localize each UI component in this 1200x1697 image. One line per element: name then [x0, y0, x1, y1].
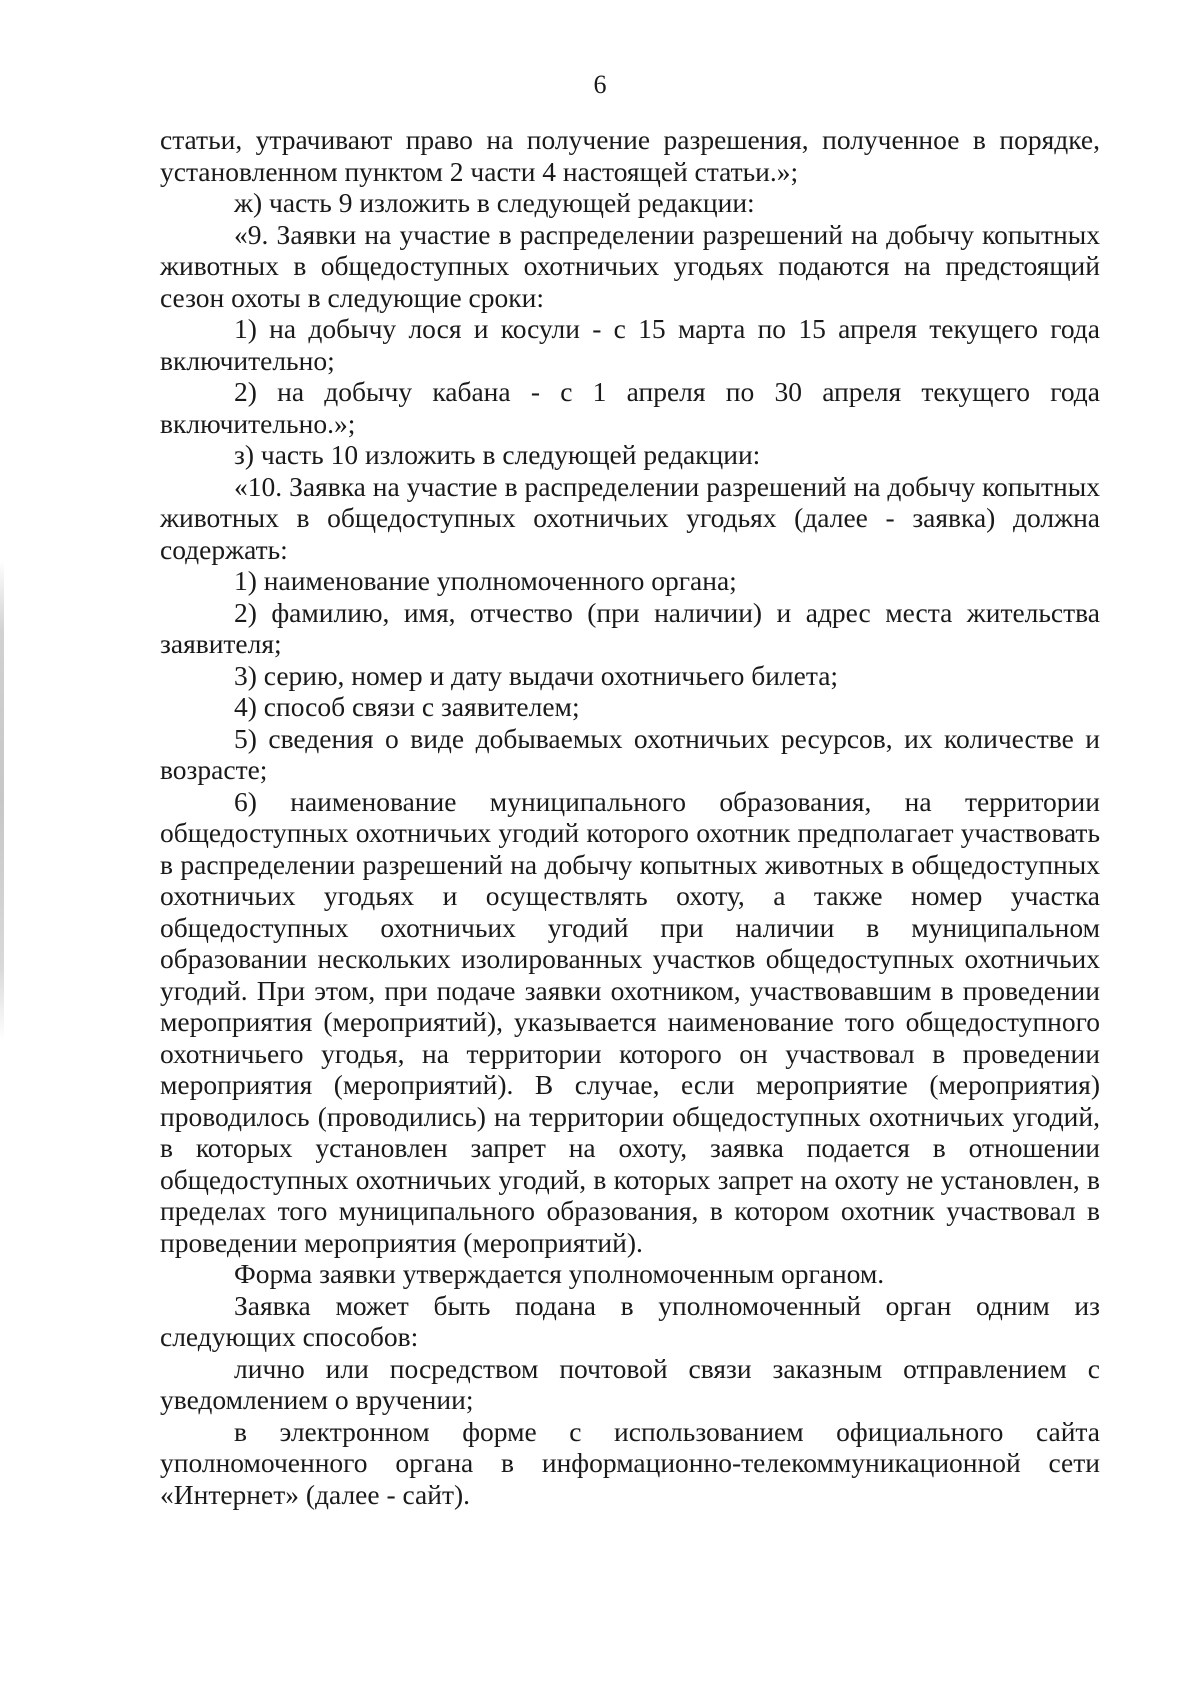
document-body — [160, 124, 1100, 1510]
paragraph-7: «10. Заявка на участие в распределении разрешений на добычу копытных животных в общедоступных охотничьих угодьях (далее - заявка) должна содержать: — [160, 470, 1100, 565]
paragraph-16: лично или посредством почтовой связи заказным отправлением с уведомлением о вручении; — [160, 1352, 1100, 1415]
paragraph-17: в электронном форме с использованием официального сайта уполномоченного органа в информационно-телекоммуникационной сети «Интернет» (далее - сайт). — [160, 1415, 1100, 1510]
paragraph-15: Заявка может быть подана в уполномоченный орган одним из следующих способов: — [160, 1289, 1100, 1352]
paragraph-13: 6) наименование муниципального образования, на территории общедоступных охотничьих угодий которого охотник предполагает участвовать в распределении разрешений на добычу копытных животных в общедоступных охотничьих угодьях и осуществлять охоту, а также номер участка общедоступных охотничьих угодий при наличии в муниципальном образовании нескольких изолированных участков общедоступных охотничьих угодий. При этом, при подаче заявки охотником, участвовавшим в проведении мероприятия (мероприятий), указывается наименование того общедоступного охотничьего угодья, на территории которого он участвовал в проведении мероприятия (мероприятий). В случае, если мероприятие (мероприятия) проводилось (проводились) на территории общедоступных охотничьих угодий, в которых установлен запрет на охоту, заявка подается в отношении общедоступных охотничьих угодий, в которых запрет на охоту не установлен, в пределах того муниципального образования, в котором охотник участвовал в проведении мероприятия (мероприятий). — [160, 785, 1100, 1258]
paragraph-14: Форма заявки утверждается уполномоченным органом. — [234, 1258, 885, 1289]
paragraph-1: статьи, утрачивают право на получение разрешения, полученное в порядке, установленном пунктом 2 части 4 настоящей статьи.»; — [160, 124, 1100, 187]
paragraph-6: з) часть 10 изложить в следующей редакции: — [234, 439, 761, 470]
paragraph-2: ж) часть 9 изложить в следующей редакции: — [234, 187, 755, 218]
page-number: 6 — [593, 70, 607, 99]
paragraph-12: 5) сведения о виде добываемых охотничьих ресурсов, их количестве и возрасте; — [160, 722, 1100, 785]
paragraph-5: 2) на добычу кабана - с 1 апреля по 30 апреля текущего года включительно.»; — [160, 376, 1100, 439]
paragraph-11: 4) способ связи с заявителем; — [234, 691, 580, 722]
paragraph-4: 1) на добычу лося и косули - с 15 марта по 15 апреля текущего года включительно; — [160, 313, 1100, 376]
paragraph-3: «9. Заявки на участие в распределении разрешений на добычу копытных животных в общедоступных охотничьих угодьях подаются на предстоящий сезон охоты в следующие сроки: — [160, 218, 1100, 313]
scan-edge-shadow — [0, 560, 4, 1040]
paragraph-9: 2) фамилию, имя, отчество (при наличии) и адрес места жительства заявителя; — [160, 596, 1100, 659]
paragraph-10: 3) серию, номер и дату выдачи охотничьего билета; — [234, 659, 839, 691]
paragraph-8: 1) наименование уполномоченного органа; — [234, 565, 737, 596]
